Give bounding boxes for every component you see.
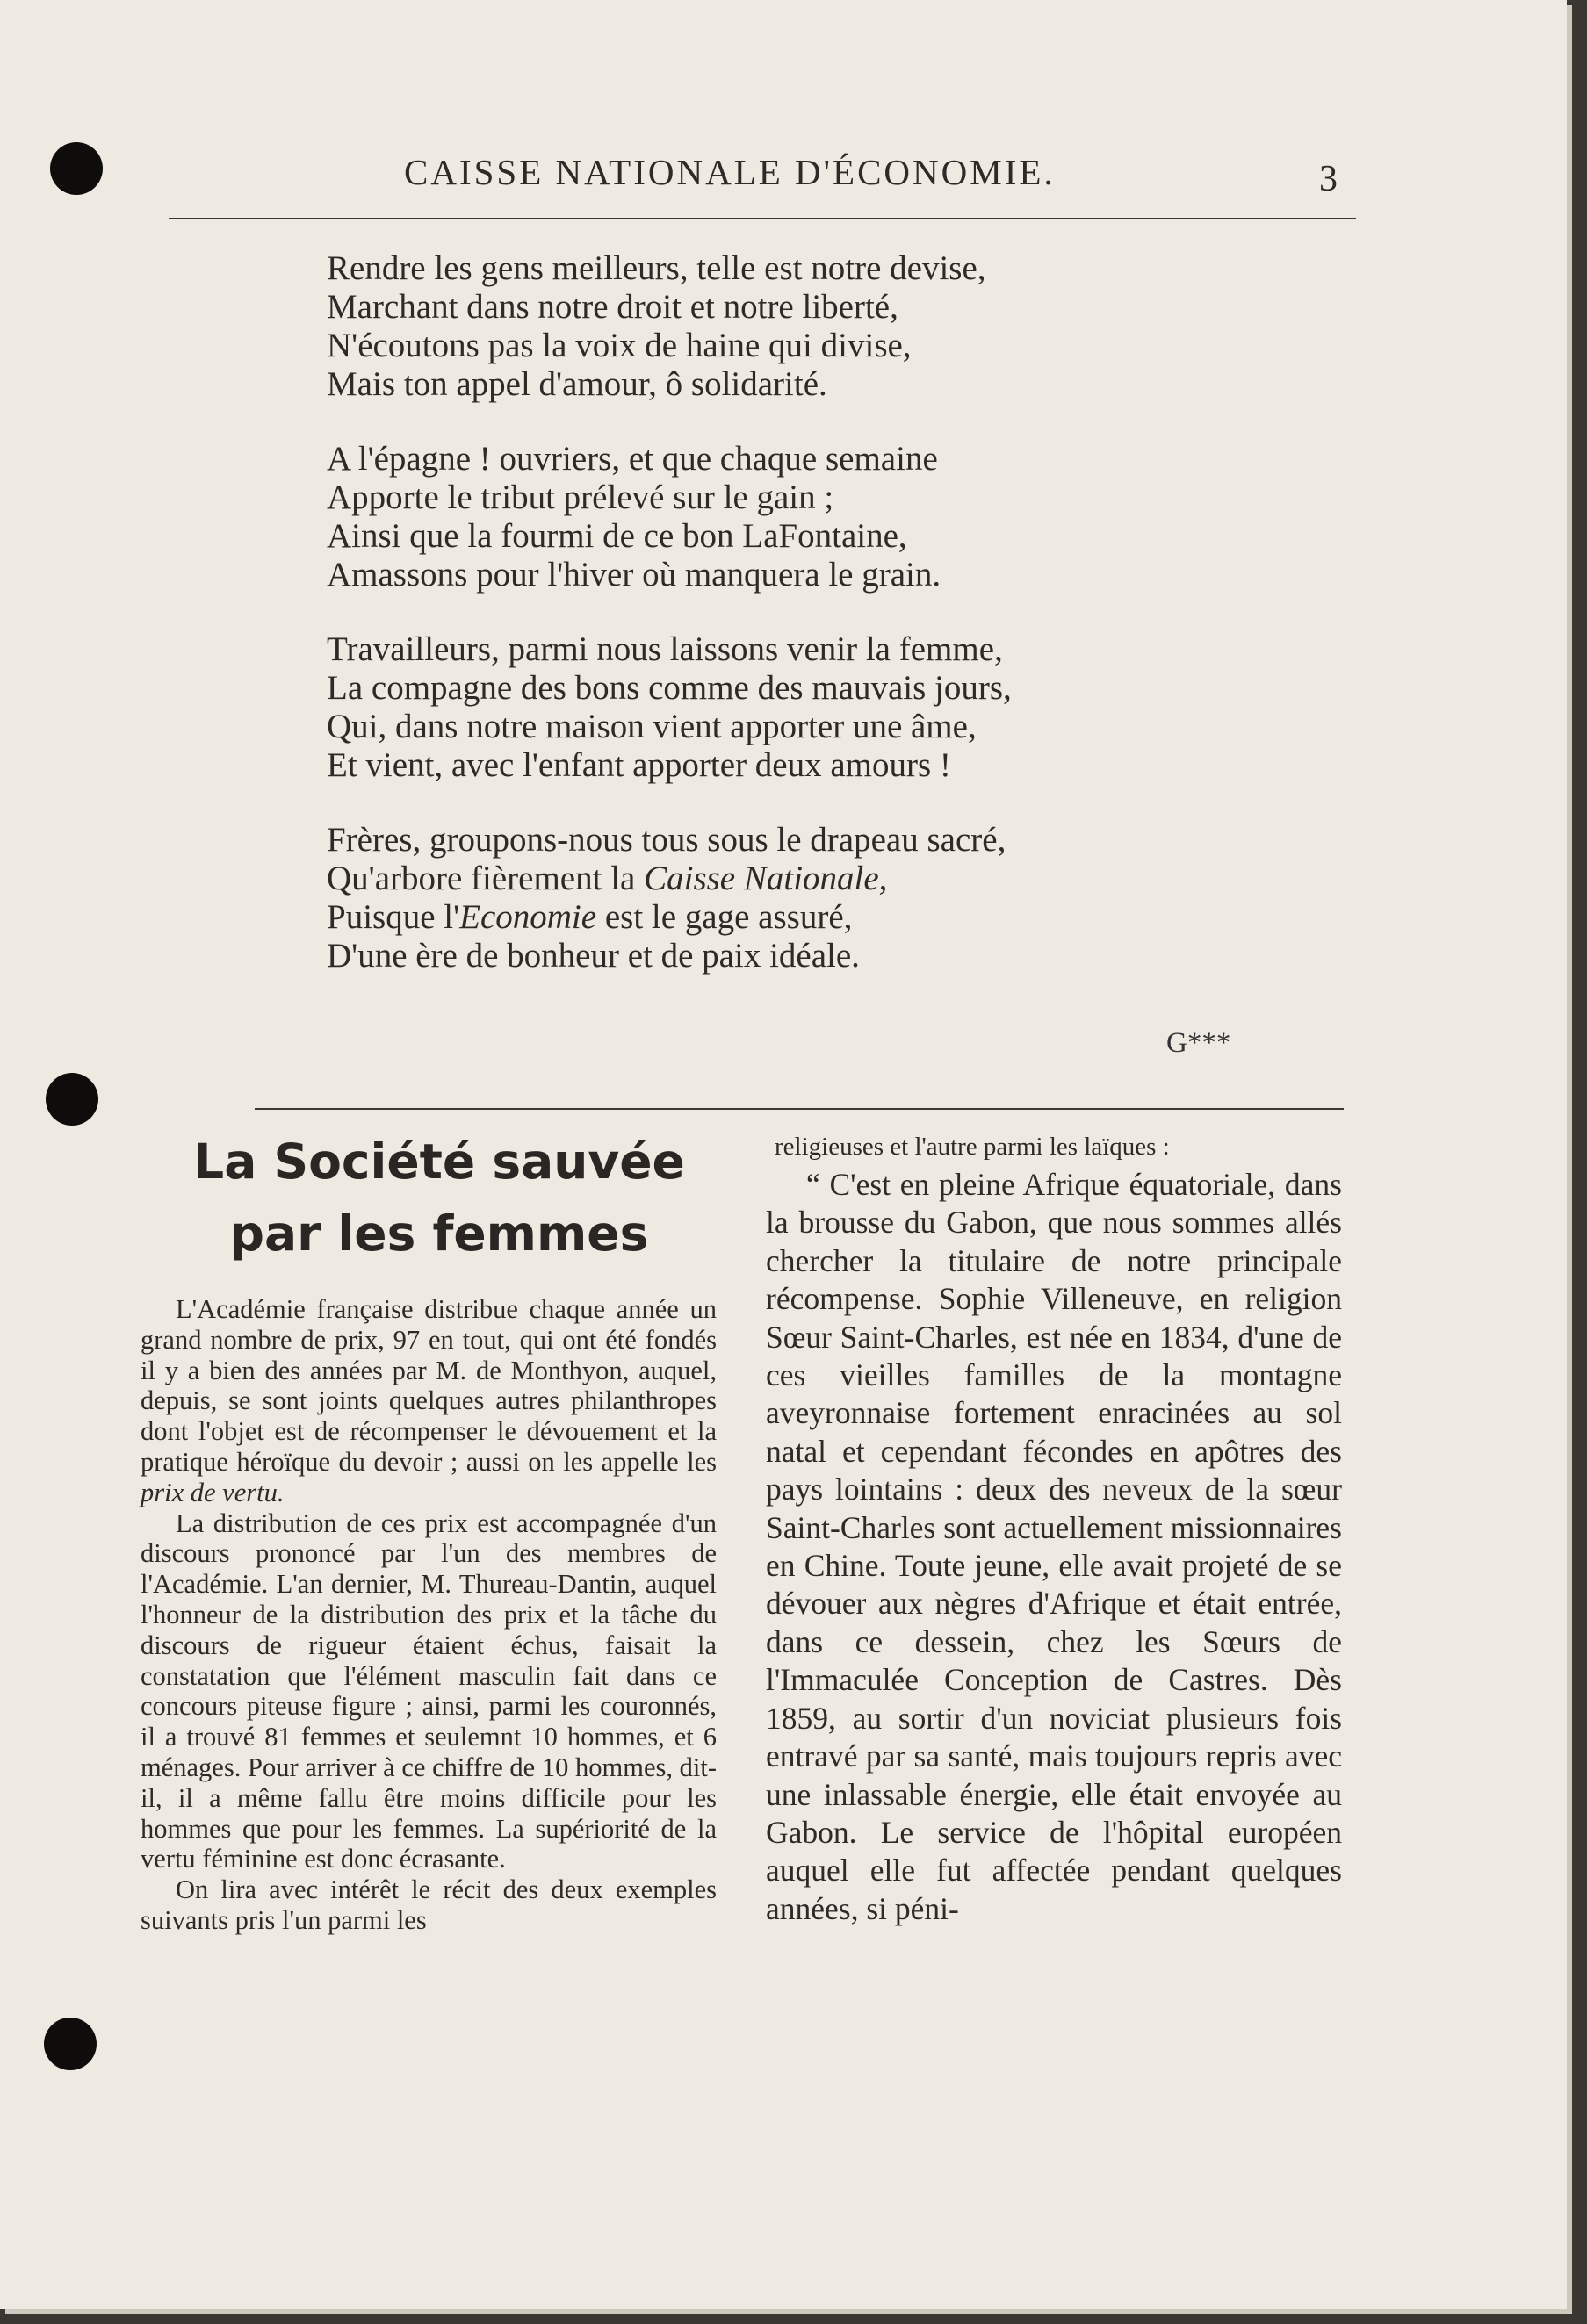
- article-column-right: [766, 1166, 1342, 1928]
- poem-verse: Apporte le tribut prélevé sur le gain ;: [327, 478, 834, 516]
- verse-text: Puisque l': [327, 898, 460, 936]
- poem-verse: Frères, groupons-nous tous sous le drapeau sacré,: [327, 821, 1006, 859]
- paragraph-text: L'Académie française distribue chaque année un grand nombre de prix, 97 en tout, qui ont été fondés il y a bien des années par M. de Monthyon, auquel, depuis, se sont joints quelques autres philanthropes dont l'objet est de récompenser le dévouement et la pratique héroïque du devoir ; aussi on les appelle les: [141, 1294, 717, 1477]
- poem-verse: La compagne des bons comme des mauvais jours,: [327, 669, 1012, 707]
- poem: [327, 249, 1187, 975]
- paragraph-italic-text: prix de vertu.: [141, 1477, 285, 1507]
- verse-italic-text: Economie: [459, 898, 597, 936]
- article-column-left: [141, 1294, 717, 1936]
- binder-hole-bottom: [44, 2018, 97, 2070]
- article-headline: La Société sauvée par les femmes: [193, 1133, 685, 1262]
- poem-verse: [327, 898, 1187, 937]
- poem-signature: G***: [1166, 1027, 1231, 1059]
- poem-verse: Qui, dans notre maison vient apporter une âme,: [327, 708, 977, 745]
- poem-verse: Marchant dans notre droit et notre liberté,: [327, 288, 898, 326]
- poem-verse: A l'épagne ! ouvriers, et que chaque semaine: [327, 440, 938, 478]
- poem-verse: Et vient, avec l'enfant apporter deux amours !: [327, 746, 951, 784]
- verse-italic-text: Caisse Nationale,: [644, 860, 888, 897]
- section-rule: [255, 1108, 1344, 1110]
- header-rule: [169, 218, 1356, 219]
- binder-hole-top: [50, 142, 103, 195]
- poem-verse: [327, 860, 1187, 898]
- poem-stanza: [327, 249, 1187, 404]
- poem-verse: D'une ère de bonheur et de paix idéale.: [327, 937, 860, 975]
- poem-verse: Travailleurs, parmi nous laissons venir la femme,: [327, 630, 1003, 668]
- binder-hole-middle: [46, 1073, 98, 1126]
- poem-stanza: [327, 821, 1187, 975]
- poem-stanza: [327, 440, 1187, 594]
- article-paragraph: [141, 1294, 717, 1508]
- poem-verse: Ainsi que la fourmi de ce bon LaFontaine,: [327, 517, 907, 555]
- poem-verse: Amassons pour l'hiver où manquera le grain.: [327, 556, 941, 594]
- running-header: CAISSE NATIONALE D'ÉCONOMIE.: [404, 152, 1056, 192]
- article-column-right-lead: religieuses et l'autre parmi les laïques :: [775, 1133, 1170, 1161]
- verse-text: est le gage assuré,: [596, 898, 853, 936]
- poem-stanza: [327, 630, 1187, 785]
- poem-verse: Mais ton appel d'amour, ô solidarité.: [327, 365, 827, 403]
- verse-text: Qu'arbore fièrement la: [327, 860, 645, 897]
- article-paragraph: La distribution de ces prix est accompagnée d'un discours prononcé par l'un des membres de l'Académie. L'an dernier, M. Thureau-Dantin, auquel l'honneur de la distribution des prix et la tâche du discours de rigueur étaient échus, faisait la constatation que l'élément masculin fait dans ce concours piteuse figure ; ainsi, parmi les couronnés, il a trouvé 81 femmes et seulemnt 10 hommes, et 6 ménages. Pour arriver à ce chiffre de 10 hommes, dit-il, il a même fallu être moins difficile pour les hommes que pour les femmes. La supériorité de la vertu féminine est donc écrasante.: [141, 1507, 717, 1874]
- article-paragraph: On lira avec intérêt le récit des deux exemples suivants pris l'un parmi les: [141, 1874, 717, 1935]
- article-paragraph: “ C'est en pleine Afrique équatoriale, dans la brousse du Gabon, que nous sommes allés chercher la titulaire de notre principale récompense. Sophie Villeneuve, en religion Sœur Saint-Charles, est née en 1834, d'une de ces vieilles familles de la montagne aveyronnaise fortement enracinées au sol natal et cependant fécondes en apôtres des pays lointains : deux des neveux de la sœur Saint-Charles sont actuellement missionnaires en Chine. Toute jeune, elle avait projeté de se dévouer aux nègres d'Afrique et était entrée, dans ce dessein, chez les Sœurs de l'Immaculée Conception de Castres. Dès 1859, au sortir d'un noviciat plusieurs fois entravé par sa santé, mais toujours repris avec une inlassable énergie, elle était envoyée au Gabon. Le service de l'hôpital européen auquel elle fut affectée pendant quelques années, si péni-: [766, 1167, 1342, 1926]
- poem-verse: Rendre les gens meilleurs, telle est notre devise,: [327, 249, 986, 287]
- poem-verse: N'écoutons pas la voix de haine qui divise,: [327, 327, 912, 364]
- page-number: 3: [1319, 159, 1338, 199]
